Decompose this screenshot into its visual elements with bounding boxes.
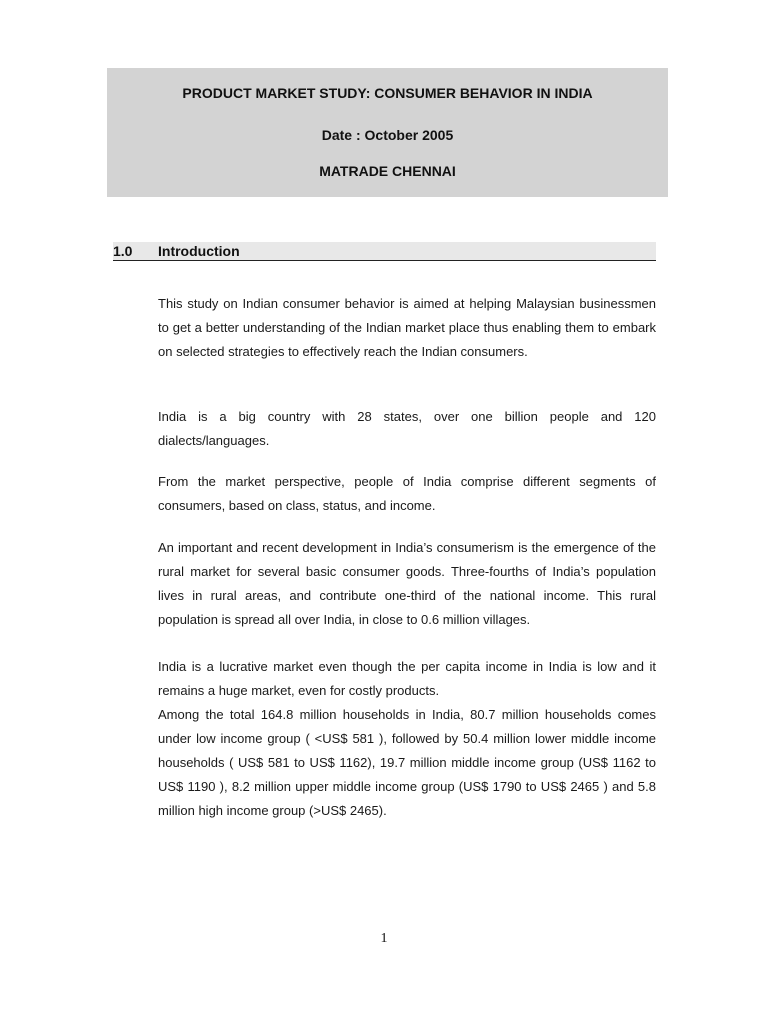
paragraph: Among the total 164.8 million households in India, 80.7 million households comes under low income group ( <US$ 581 ), followed by 50.4 million lower middle income households ( US$ 581 to US$ 1162), 19.7 million middle income group (US$ 1162 to US$ 1190 ), 8.2 million upper middle income group (US$ 1790 to US$ 2465 ) and 5.8 million high income group (>US$ 2465). — [158, 707, 656, 818]
paragraph: This study on Indian consumer behavior is aimed at helping Malaysian businessmen to get a better understanding of the Indian market place thus enabling them to embark on selected strategies to effectively reach the Indian consumers. — [158, 296, 656, 359]
paragraph: From the market perspective, people of India comprise different segments of consumers, based on class, status, and income. — [158, 474, 656, 513]
document-organization: MATRADE CHENNAI — [319, 163, 456, 179]
section-heading — [113, 242, 656, 261]
section-title: Introduction — [158, 243, 240, 259]
paragraph: India is a big country with 28 states, over one billion people and 120 dialects/languages. — [158, 409, 656, 448]
section-number: 1.0 — [113, 243, 133, 259]
document-header — [107, 68, 668, 197]
document-date: Date : October 2005 — [321, 127, 454, 143]
page-number: 1 — [380, 931, 388, 946]
document-title: PRODUCT MARKET STUDY: CONSUMER BEHAVIOR IN INDIA — [182, 85, 593, 101]
paragraph: An important and recent development in India’s consumerism is the emergence of the rural market for several basic consumer goods. Three-fourths of India’s population lives in rural areas, and contribute one-third of the national income. This rural population is spread all over India, in close to 0.6 million villages. — [158, 540, 656, 627]
paragraph: India is a lucrative market even though the per capita income in India is low and it remains a huge market, even for costly products. — [158, 659, 656, 698]
